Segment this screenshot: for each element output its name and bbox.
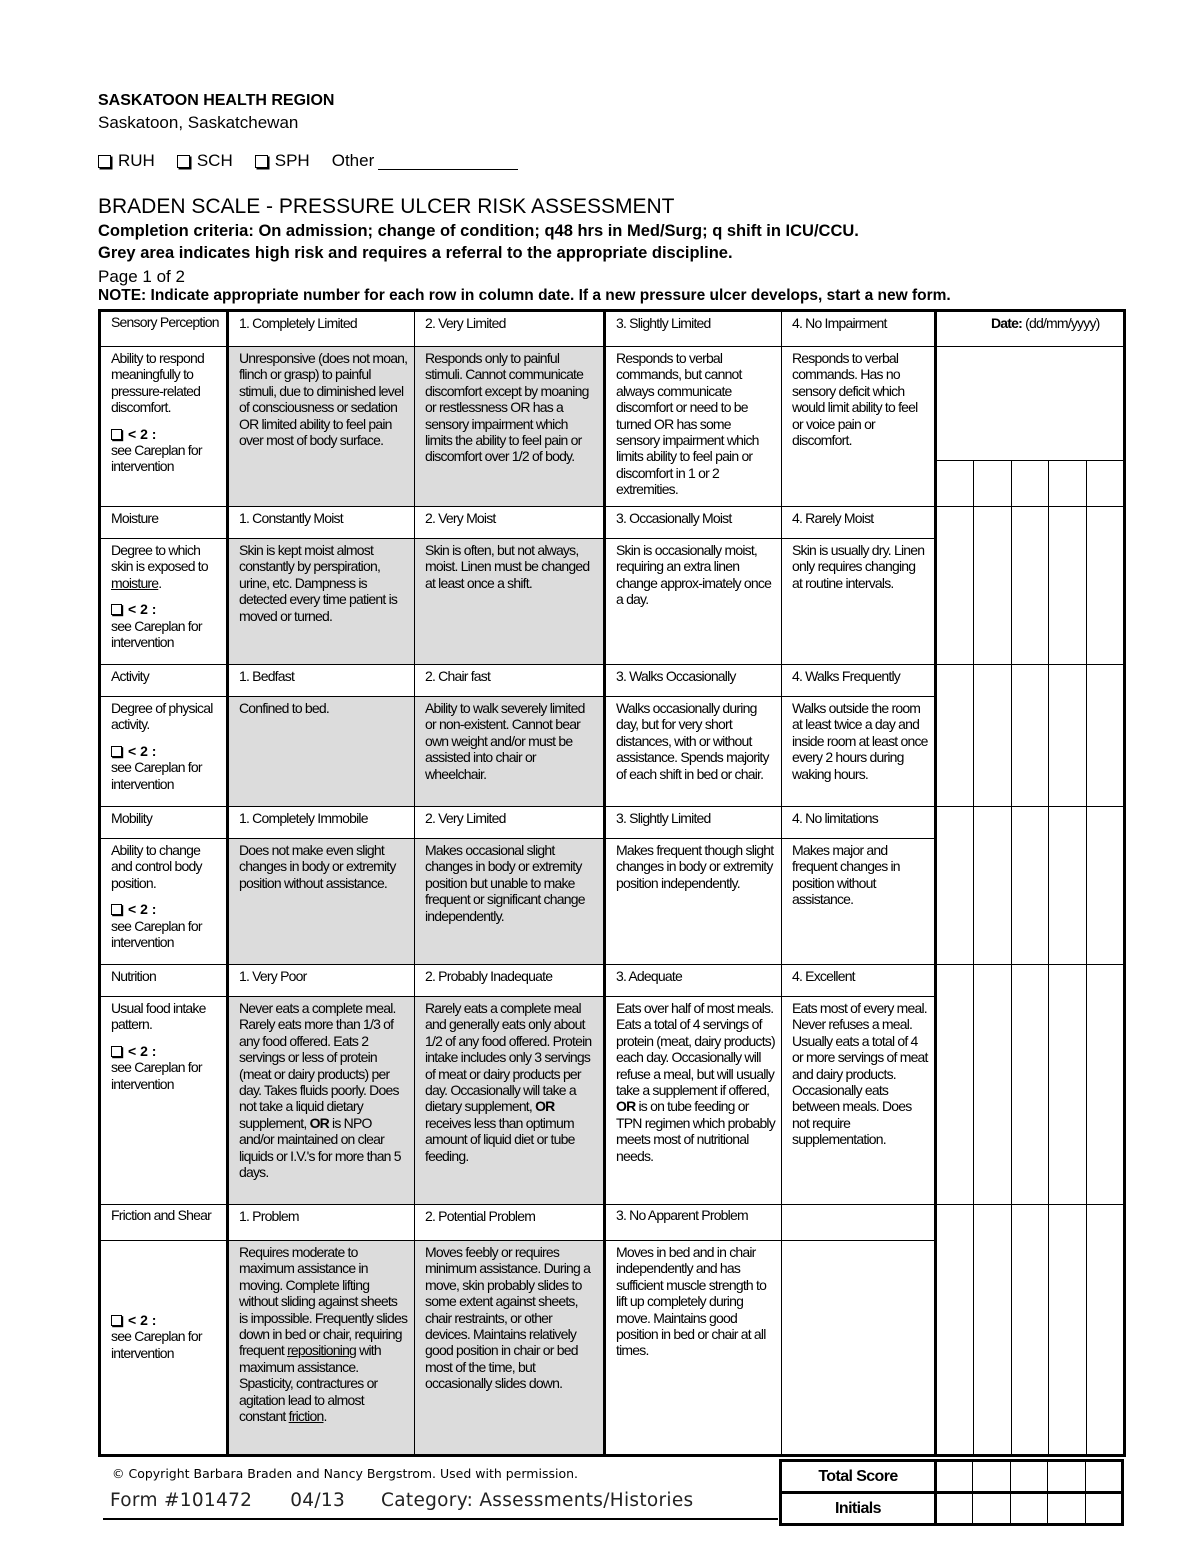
row-name-friction-and-shear: Friction and Shear — [100, 1205, 228, 1241]
level-description: Responds to verbal commands. Has no sensory deficit which would limit ability to feel or voice pain or discomfort. — [782, 347, 936, 507]
form-note: NOTE: Indicate appropriate number for each row in column date. If a new pressure ulcer develops, start a new form. — [98, 287, 951, 304]
empty-cell — [782, 1205, 936, 1241]
total-score-cell[interactable] — [1085, 1461, 1122, 1493]
date-score-cells[interactable] — [936, 507, 1125, 665]
site-selection — [98, 151, 518, 171]
level-description: Walks occasionally during day, but for very short distances, with or without assistance. Spends majority of each shift in bed or chair. — [605, 697, 782, 807]
careplan-checkbox[interactable] — [111, 746, 122, 757]
organization-name: SASKATOON HEALTH REGION — [98, 92, 335, 109]
level-label: 4. No Impairment — [782, 311, 936, 347]
row-name-sensory-perception: Sensory Perception — [100, 311, 228, 347]
total-score-cell[interactable] — [973, 1461, 1010, 1493]
level-label: 1. Very Poor — [228, 965, 415, 997]
level-label: 2. Very Limited — [415, 311, 605, 347]
totals-table — [779, 1459, 1124, 1526]
initials-cell[interactable] — [936, 1493, 973, 1525]
level-label: 3. Adequate — [605, 965, 782, 997]
level-description: Rarely eats a complete meal and generally eats only about 1/2 of any food offered. Protein intake includes only 3 servings of meat or dairy products per day. Occasionally will take a dietary supplement, OR receives less than optimum amount of liquid diet or tube feeding. — [415, 997, 605, 1205]
row-name-nutrition: Nutrition — [100, 965, 228, 997]
initials-label: Initials — [781, 1493, 936, 1525]
level-description: Walks outside the room at least twice a day and inside room at least once every 2 hours during waking hours. — [782, 697, 936, 807]
initials-cell[interactable] — [973, 1493, 1010, 1525]
copyright-notice: © Copyright Barbara Braden and Nancy Bergstrom. Used with permission. — [112, 1466, 578, 1481]
level-label: 3. Walks Occasionally — [605, 665, 782, 697]
level-label: 3. No Apparent Problem — [605, 1205, 782, 1241]
level-label: 1. Constantly Moist — [228, 507, 415, 539]
row-desc: Degree of physical activity. < 2 : see Careplan for intervention — [100, 697, 228, 807]
initials-cell[interactable] — [1048, 1493, 1085, 1525]
level-label: 2. Very Moist — [415, 507, 605, 539]
level-label: 1. Completely Immobile — [228, 807, 415, 839]
level-label: 4. Walks Frequently — [782, 665, 936, 697]
careplan-checkbox[interactable] — [111, 1046, 122, 1057]
level-label: 2. Potential Problem — [415, 1205, 605, 1241]
careplan-checkbox[interactable] — [111, 904, 122, 915]
row-name-moisture: Moisture — [100, 507, 228, 539]
organization-city: Saskatoon, Saskatchewan — [98, 113, 299, 132]
level-description: Requires moderate to maximum assistance in moving. Complete lifting without sliding against sheets is impossible. Frequently slides down in bed or chair, requiring frequent repositioning with maximum assistance. Spasticity, contractures or agitation lead to almost constant friction. — [228, 1241, 415, 1456]
date-score-cells[interactable] — [936, 347, 1125, 507]
form-date: 04/13 — [290, 1490, 346, 1511]
level-description: Skin is kept moist almost constantly by perspiration, urine, etc. Dampness is detected every time patient is moved or turned. — [228, 539, 415, 665]
level-description: Skin is usually dry. Linen only requires changing at routine intervals. — [782, 539, 936, 665]
level-label: 4. Rarely Moist — [782, 507, 936, 539]
initials-cell[interactable] — [1085, 1493, 1122, 1525]
form-info — [110, 1490, 694, 1511]
level-label: 4. Excellent — [782, 965, 936, 997]
sch-checkbox[interactable] — [177, 155, 190, 168]
total-score-cell[interactable] — [1010, 1461, 1047, 1493]
level-description: Confined to bed. — [228, 697, 415, 807]
level-label: 2. Probably Inadequate — [415, 965, 605, 997]
site-label-sch: SCH — [196, 151, 233, 170]
row-name-activity: Activity — [100, 665, 228, 697]
level-description: Skin is often, but not always, moist. Linen must be changed at least once a shift. — [415, 539, 605, 665]
row-desc: Degree to which skin is exposed to moisture. < 2 : see Careplan for intervention — [100, 539, 228, 665]
level-description: Unresponsive (does not moan, flinch or grasp) to painful stimuli, due to diminished level of consciousness or sedation OR limited ability to feel pain over most of body surface. — [228, 347, 415, 507]
total-score-cell[interactable] — [1048, 1461, 1085, 1493]
row-name-mobility: Mobility — [100, 807, 228, 839]
form-number: Form #101472 — [110, 1490, 253, 1511]
careplan-checkbox[interactable] — [111, 1315, 122, 1326]
level-label: 1. Completely Limited — [228, 311, 415, 347]
level-description: Makes occasional slight changes in body or extremity position but unable to make frequent or significant change independently. — [415, 839, 605, 965]
level-description: Eats most of every meal. Never refuses a meal. Usually eats a total of 4 or more servings of meat and dairy products. Occasionally eats between meals. Does not require supplementation. — [782, 997, 936, 1205]
ruh-checkbox[interactable] — [98, 155, 111, 168]
careplan-checkbox[interactable] — [111, 604, 122, 615]
footer-rule — [103, 1518, 778, 1520]
date-score-cells[interactable] — [936, 965, 1125, 1205]
total-score-label: Total Score — [781, 1461, 936, 1493]
braden-scale-table — [98, 309, 1126, 1457]
grey-area-instruction: Grey area indicates high risk and requires a referral to the appropriate discipline. — [98, 244, 733, 262]
initials-cell[interactable] — [1010, 1493, 1047, 1525]
completion-criteria: Completion criteria: On admission; change of condition; q48 hrs in Med/Surg; q shift in ICU/CCU. — [98, 222, 859, 240]
level-label: 3. Slightly Limited — [605, 311, 782, 347]
site-label-sph: SPH — [274, 151, 310, 170]
level-description: Never eats a complete meal. Rarely eats more than 1/3 of any food offered. Eats 2 servings or less of protein (meat or dairy products) per day. Takes fluids poorly. Does not take a liquid dietary supplement, OR is NPO and/or maintained on clear liquids or I.V.'s for more than 5 days. — [228, 997, 415, 1205]
level-description: Does not make even slight changes in body or extremity position without assistance. — [228, 839, 415, 965]
form-category: Category: Assessments/Histories — [381, 1490, 694, 1511]
level-description: Moves feebly or requires minimum assistance. During a move, skin probably slides to some extent against sheets, chair restraints, or other devices. Maintains relatively good position in chair or bed most of the time, but occasionally slides down. — [415, 1241, 605, 1456]
row-desc: < 2 : see Careplan for intervention — [100, 1241, 228, 1456]
sph-checkbox[interactable] — [255, 155, 268, 168]
total-score-cell[interactable] — [936, 1461, 973, 1493]
level-description: Eats over half of most meals. Eats a total of 4 servings of protein (meat, dairy products) each day. Occasionally will refuse a meal, but will usually take a supplement if offered, OR is on tube feeding or TPN regimen which probably meets most of nutritional needs. — [605, 997, 782, 1205]
form-title: BRADEN SCALE - PRESSURE ULCER RISK ASSESSMENT — [98, 195, 675, 218]
row-desc: Ability to respond meaningfully to pressure-related discomfort. < 2 : see Careplan for intervention — [100, 347, 228, 507]
site-label-ruh: RUH — [118, 151, 155, 170]
date-score-cells[interactable] — [936, 807, 1125, 965]
date-score-cells[interactable] — [936, 665, 1125, 807]
level-label: 4. No limitations — [782, 807, 936, 839]
level-description: Makes frequent though slight changes in body or extremity position independently. — [605, 839, 782, 965]
level-description: Responds only to painful stimuli. Cannot communicate discomfort except by moaning or restlessness OR has a sensory impairment which limits the ability to feel pain or discomfort over 1/2 of body. — [415, 347, 605, 507]
row-desc: Usual food intake pattern. < 2 : see Careplan for intervention — [100, 997, 228, 1205]
level-label: 1. Problem — [228, 1205, 415, 1241]
row-desc: Ability to change and control body position. < 2 : see Careplan for intervention — [100, 839, 228, 965]
page-number: Page 1 of 2 — [98, 267, 185, 286]
date-header: Date: (dd/mm/yyyy) — [936, 311, 1125, 347]
empty-cell — [782, 1241, 936, 1456]
level-description: Moves in bed and in chair independently and has sufficient muscle strength to lift up completely during move. Maintains good position in bed or chair at all times. — [605, 1241, 782, 1456]
level-label: 3. Slightly Limited — [605, 807, 782, 839]
level-description: Responds to verbal commands, but cannot always communicate discomfort or need to be turned OR has some sensory impairment which limits ability to feel pain or discomfort in 1 or 2 extremities. — [605, 347, 782, 507]
date-score-cells[interactable] — [936, 1205, 1125, 1456]
level-label: 2. Very Limited — [415, 807, 605, 839]
level-description: Makes major and frequent changes in position without assistance. — [782, 839, 936, 965]
level-description: Ability to walk severely limited or non-existent. Cannot bear own weight and/or must be assisted into chair or wheelchair. — [415, 697, 605, 807]
level-description: Skin is occasionally moist, requiring an extra linen change approx-imately once a day. — [605, 539, 782, 665]
level-label: 3. Occasionally Moist — [605, 507, 782, 539]
other-input-line[interactable] — [378, 153, 518, 170]
level-label: 1. Bedfast — [228, 665, 415, 697]
level-label: 2. Chair fast — [415, 665, 605, 697]
careplan-checkbox[interactable] — [111, 429, 122, 440]
other-label: Other — [331, 151, 375, 170]
